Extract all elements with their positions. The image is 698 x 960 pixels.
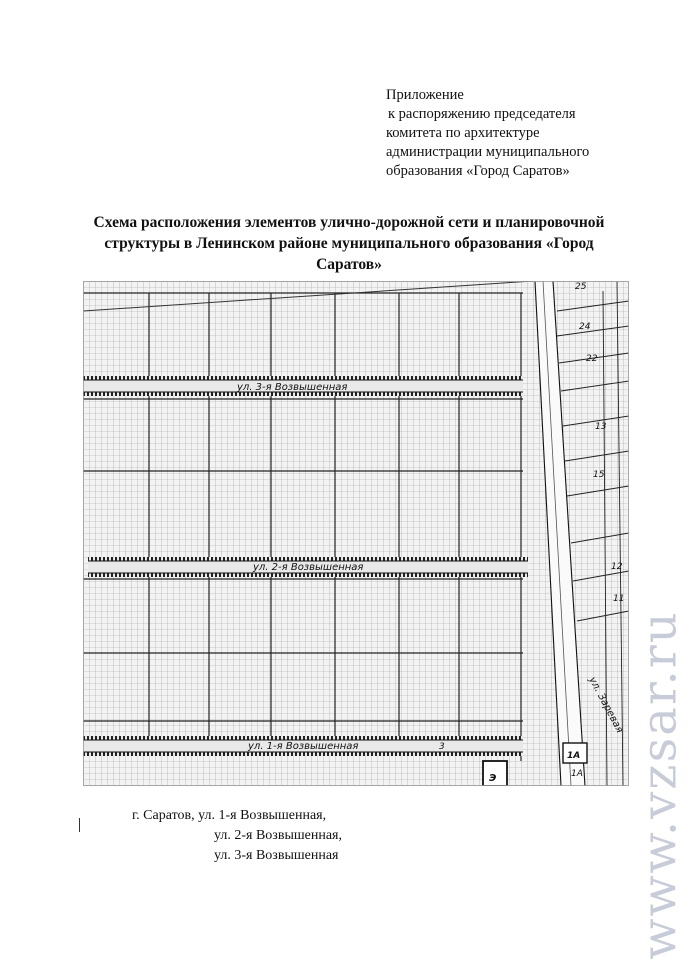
street-network-map bbox=[83, 281, 629, 786]
title-line: Саратов» bbox=[316, 256, 382, 273]
margin-mark bbox=[79, 818, 80, 832]
building-e bbox=[483, 761, 507, 786]
parcel-number: 24 bbox=[579, 322, 591, 332]
address-line: ул. 2-я Возвышенная, bbox=[214, 828, 342, 843]
appendix-line: комитета по архитектуре bbox=[386, 125, 540, 141]
appendix-line: администрации муниципального bbox=[386, 144, 590, 160]
watermark-text: www.vzsar.ru bbox=[632, 610, 689, 960]
street-1-label: ул. 1-я Возвышенная bbox=[248, 741, 359, 752]
watermark bbox=[630, 610, 690, 960]
appendix-line: образования «Город Саратов» bbox=[386, 163, 570, 179]
parcel-number: 11 bbox=[613, 594, 625, 604]
street-1-band bbox=[83, 736, 523, 756]
appendix-line: к распоряжению председателя bbox=[388, 106, 576, 122]
parcel-number: 12 bbox=[611, 562, 623, 572]
street-3-label: ул. 3-я Возвышенная bbox=[237, 382, 348, 393]
diagonal-street-label: ул. Заревая bbox=[586, 675, 626, 735]
map-svg bbox=[83, 281, 629, 786]
building-1a-label: 1А bbox=[567, 751, 581, 761]
address-line: г. Саратов, ул. 1-я Возвышенная, bbox=[132, 808, 327, 823]
appendix-line: Приложение bbox=[386, 87, 464, 103]
document-title bbox=[40, 212, 658, 275]
appendix-header bbox=[386, 86, 686, 181]
parcel-number: 15 bbox=[593, 470, 605, 480]
street-2-band bbox=[88, 557, 528, 577]
building-e-label: Э bbox=[489, 773, 497, 784]
street-3-band bbox=[83, 376, 523, 396]
title-line: структуры в Ленинском районе муниципального образования «Город bbox=[104, 235, 594, 252]
parcel-number: 1А bbox=[571, 769, 583, 779]
parcel-number: 13 bbox=[595, 422, 607, 432]
parcel-number: 22 bbox=[586, 354, 598, 364]
parcel-number: 25 bbox=[575, 282, 587, 292]
building-1a bbox=[563, 743, 587, 763]
street-2-label: ул. 2-я Возвышенная bbox=[253, 562, 364, 573]
title-line: Схема расположения элементов улично-дорожной сети и планировочной bbox=[93, 214, 605, 231]
parcel-number: 3 bbox=[439, 742, 445, 752]
address-block bbox=[132, 806, 432, 866]
address-line: ул. 3-я Возвышенная bbox=[214, 848, 339, 863]
